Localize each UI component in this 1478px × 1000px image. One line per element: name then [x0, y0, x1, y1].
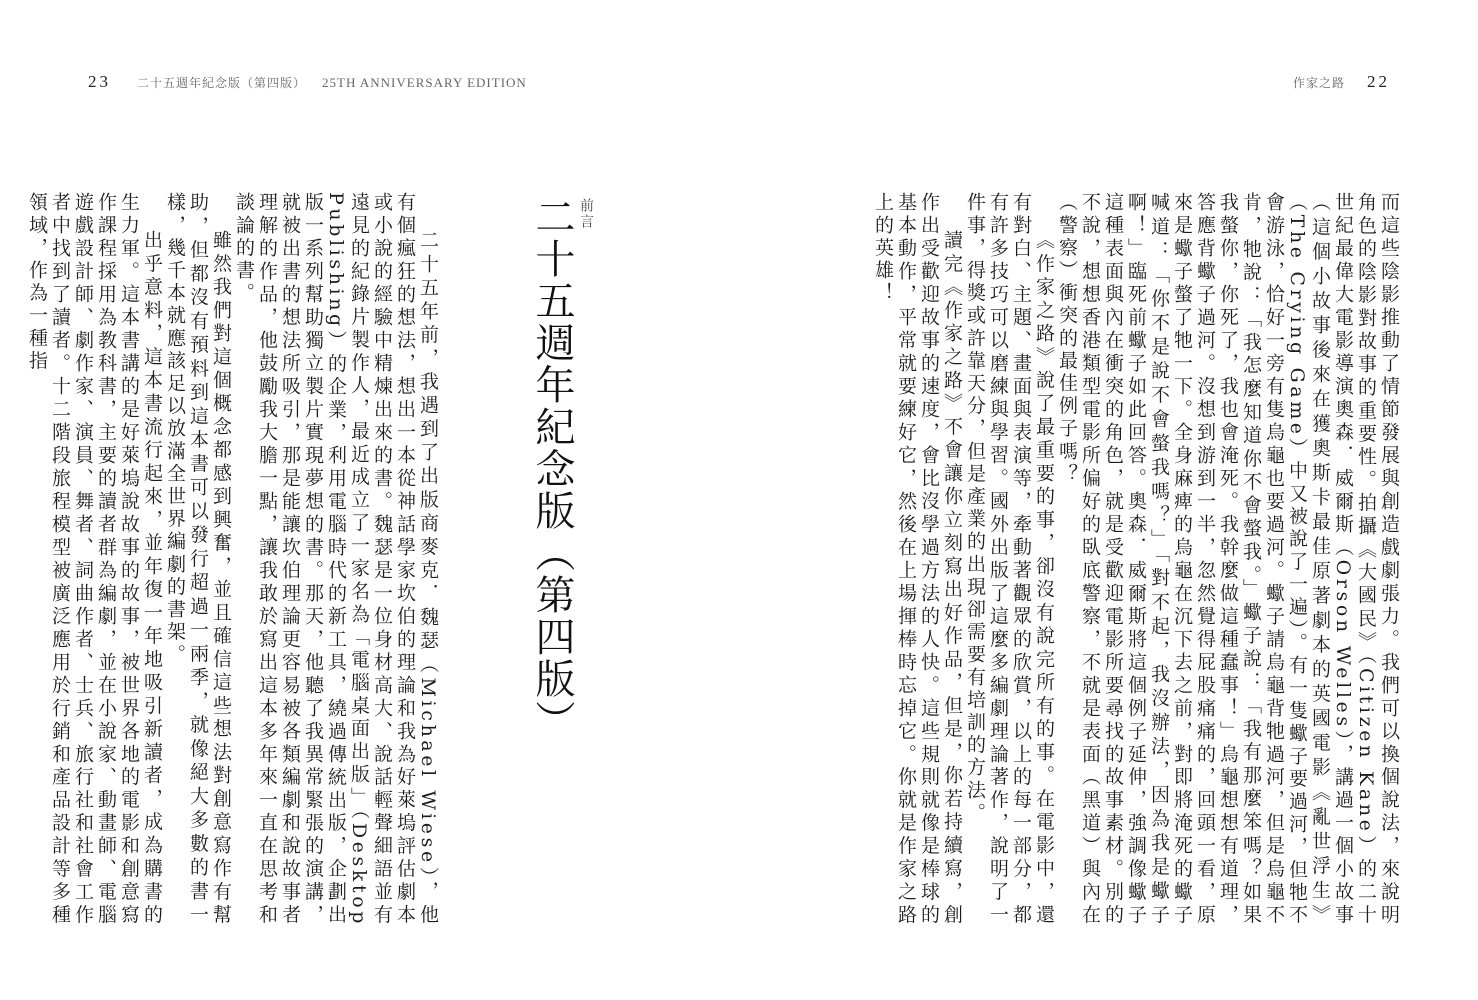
running-head-title: 作家之路 [1292, 76, 1345, 90]
paragraph: 而這些陰影推動了情節發展與創造戲劇張力。我們可以換個說法，來說明角色的陰影對故事的重要性。拍攝《大國民》（Citizen Kane）的二十世紀最偉大電影導演奧森．威爾斯（Orson Welles），講過一個小故事（這個小故事後來在獲奧斯卡最佳原著劇本的英國電影《亂世浮生》（The Crying Game）中又被說了一遍）。有一隻蠍子要過河，但牠不會游泳，恰好一旁有隻烏龜也要過河。蠍子請烏龜背牠過河，但是烏龜不肯，牠說：「我怎麼知道你不會螫我。」蠍子說：「我有那麼笨嗎？如果我螫你，你死了，我也會淹死。我幹麼做這種蠢事！」烏龜想想有道理，答應背蠍子過河。沒想到游到一半，忽然覺得屁股痛痛的，回頭一看，原來是蠍子螫了牠一下。全身麻痺的烏龜在沉下去之前，對即將淹死的蠍子喊道：「你不是說不會螫我嗎？」「對不起，我沒辦法，因為我是蠍子啊！」臨死前蠍子如此回答。奧森．威爾斯將這個例子延伸，強調像蠍子這種表面與內在衝突的角色，就是受歡迎電影所要尋找的故事素材。別的不說，想想香港類型電影所偏好的臥底警察，不就是表面（黑道）與內在（警察）衝突的最佳例子嗎？ [1056, 192, 1400, 927]
section-label: 前言 [578, 198, 594, 230]
running-head-english: 25TH ANNIVERSARY EDITION [322, 75, 527, 90]
right-body-text [872, 192, 1400, 927]
paragraph: 出乎意料，這本書流行起來，並年復一年地吸引新讀者，成為購書的生力軍。這本書講的是好萊塢說故事的故事，被世界各地的電影和創意寫作課程採用為教科書，主要的讀者群為編劇，並在小說家、動畫師、電腦遊戲設計師、劇作家、演員、舞者、詞曲作者、士兵、旅行社和社會工作者中找到了讀者。十二階段旅程模型被廣泛應用於行銷和產品設計等多種領域，作為一種指 [26, 192, 163, 927]
left-body-text [26, 192, 439, 927]
right-running-head [1293, 72, 1390, 92]
paragraph: 二十五年前，我遇到了出版商麥克．魏瑟（Michael Wiese），他有個瘋狂的想法，想出一本從神話學家坎伯的理論和我為好萊塢評估劇本或小說的經驗中精煉出來的書。魏瑟是一位身材高大、說話輕聲細語並有遠見的紀錄片製作人，最近成立了一家名為「電腦桌面出版」（Desktop Publishing）的企業，利用電腦時代的新工具，繞過傳統出版，企劃出版一系列幫助獨立製片實現夢想的書。那天，他聽了我異常緊張的演講，就被出書的想法所吸引，那是能讓坎伯理論更容易被各類編劇和說故事者理解的作品，他鼓勵我大膽一點，讓我敢於寫出這本多年來一直在思考和談論的書。 [233, 192, 439, 927]
chapter-title: 二十五週年紀念版（第四版） [529, 196, 575, 742]
running-head-title: 二十五週年紀念版（第四版） [137, 76, 307, 90]
page-number-right: 22 [1367, 72, 1390, 91]
left-running-head [88, 72, 527, 92]
paragraph: 雖然我們對這個概念都感到興奮，並且確信這些想法對創意寫作有幫助，但都沒有預料到這本書可以發行超過一兩季，就像絕大多數的書一樣，幾千本就應該足以放滿全世界編劇的書架。 [164, 192, 232, 927]
page-number-left: 23 [88, 72, 111, 91]
paragraph: 讀完《作家之路》不會讓你立刻寫出好作品，但是，你若持續寫，創作出受歡迎故事的速度，會比沒學過方法的人快。這些規則就像是棒球的基本動作，平常就要練好它，然後在上場揮棒時忘掉它。你就是作家之路上的英雄！ [872, 192, 963, 927]
paragraph: 《作家之路》說了最重要的事，卻沒有說完所有的事。在電影中，還有對白、主題、畫面與表演等，牽動著觀眾的欣賞，以上的每一部分，都有許多技巧可以磨練與學習。國外出版了這麼多編劇理論著作，說明了一件事，得獎或許靠天分，但是產業的出現卻需要有培訓的方法。 [964, 192, 1055, 927]
right-page [739, 0, 1478, 1000]
